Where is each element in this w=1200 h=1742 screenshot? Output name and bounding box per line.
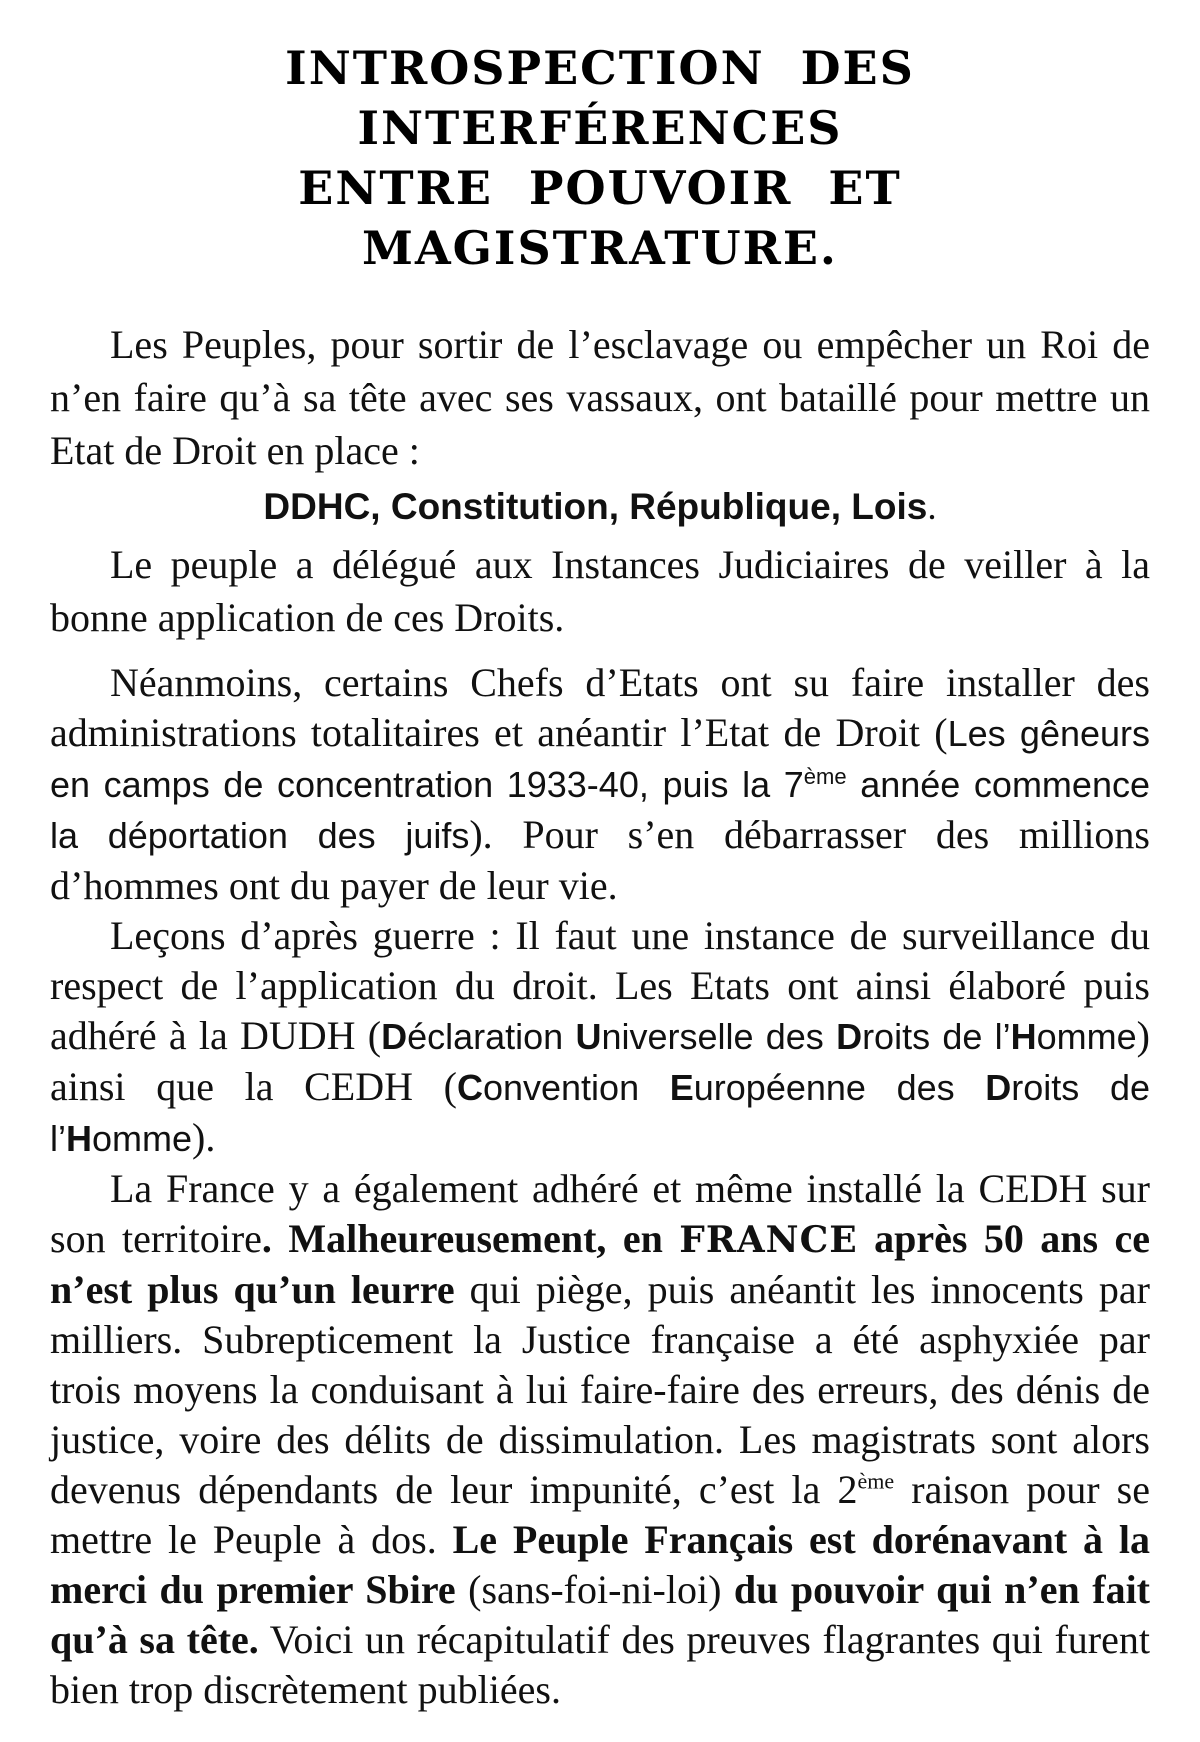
p4-text-c: ). [192, 1115, 216, 1160]
p5-text-e: raison pour se mettre le Peuple à dos. [50, 1467, 1150, 1562]
paragraph-5 [50, 1164, 1150, 1715]
p4-r2: niverselle des [601, 1016, 837, 1057]
p5-text-a: La France y a également adhéré et même installé la CEDH sur son territoire [50, 1166, 1150, 1261]
title-line-1: INTROSPECTION DES INTERFÉRENCES [285, 41, 915, 155]
p4-initial-d2: D [836, 1016, 863, 1057]
p3-text-b: Les gêneurs en camps de concentration 1933-40, puis la 7 [50, 713, 1151, 805]
paragraph-1: Les Peuples, pour sortir de l’esclavage ou empêcher un Roi de n’en faire qu’à sa tête avec ses vassaux, ont bataillé pour mettre un Etat de Droit en place : [50, 322, 1150, 473]
p4-initial-e: E [669, 1067, 694, 1108]
p4-initial-c: C [456, 1067, 483, 1108]
p5-text-c: après 50 ans ce n’est plus qu’un leurre [50, 1216, 1150, 1312]
p5-sup: ème [857, 1468, 895, 1494]
page-title [50, 38, 1150, 278]
spacer [50, 644, 1150, 658]
paragraph-4 [50, 911, 1150, 1164]
p4-r1: éclaration [407, 1016, 576, 1057]
p4-r3: roits de l’ [862, 1016, 1011, 1057]
p5-text-i: Voici un récapitulatif des preuves flagrantes qui furent bien trop discrètement publiées. [50, 1617, 1150, 1712]
p4-text-a: Leçons d’après guerre : Il faut une instance de surveillance du respect de l’application du droit. Les Etats ont ainsi élaboré puis adhéré à la DUDH ( [50, 913, 1150, 1058]
rights-list-text: DDHC, Constitution, République, Lois [263, 486, 928, 527]
paragraph-3 [50, 658, 1150, 911]
rights-list [50, 477, 1150, 538]
p5-text-d: qui piège, puis anéantit les innocents par milliers. Subrepticement la Justice française a été asphyxiée par trois moyens la conduisant à lui faire-faire des erreurs, des dénis de justice, voire des délits de dissimulation. Les magistrats sont alors devenus dépendants de leur impunité, c’est la 2 [50, 1267, 1150, 1512]
p4-initial-h2: H [66, 1118, 92, 1159]
p4-r7: roits de l’ [50, 1067, 1150, 1159]
rights-list-period: . [927, 487, 937, 528]
p5-text-g: (sans-foi-ni-loi) [455, 1567, 734, 1612]
p5-france: FRANCE [679, 1219, 858, 1261]
p4-r8: omme [92, 1118, 193, 1159]
p5-text-b: . Malheureusement, en [261, 1216, 680, 1261]
p4-r4: omme [1036, 1016, 1137, 1057]
p4-initial-h1: H [1010, 1016, 1037, 1057]
p4-dudh-expansion [381, 1016, 1137, 1057]
p4-initial-u: U [575, 1016, 602, 1057]
p3-text-a: Néanmoins, certains Chefs d’Etats ont su faire installer des administrations totalitaires et anéantir l’Etat de Droit ( [50, 660, 1150, 755]
p5-text-f: Le Peuple Français est dorénavant à la merci du premier Sbire [50, 1517, 1150, 1612]
p4-initial-d3: D [985, 1067, 1012, 1108]
p4-r5: onvention [482, 1067, 670, 1108]
p4-initial-d1: D [381, 1016, 408, 1057]
p4-text-b: ) ainsi que la CEDH ( [50, 1013, 1150, 1109]
title-line-2: ENTRE POUVOIR ET MAGISTRATURE. [298, 161, 902, 275]
p3-sup: ème [803, 764, 847, 789]
p4-r6: uropéenne des [693, 1067, 986, 1108]
p3-text-d: ). Pour s’en débarrasser des millions d’hommes ont du payer de leur vie. [50, 812, 1150, 908]
p3-text-c: année commence la déportation des juifs [50, 764, 1150, 856]
paragraph-2: Le peuple a délégué aux Instances Judiciaires de veiller à la bonne application de ces Droits. [50, 542, 1150, 640]
p5-text-h: du pouvoir qui n’en fait qu’à sa tête. [50, 1567, 1151, 1662]
